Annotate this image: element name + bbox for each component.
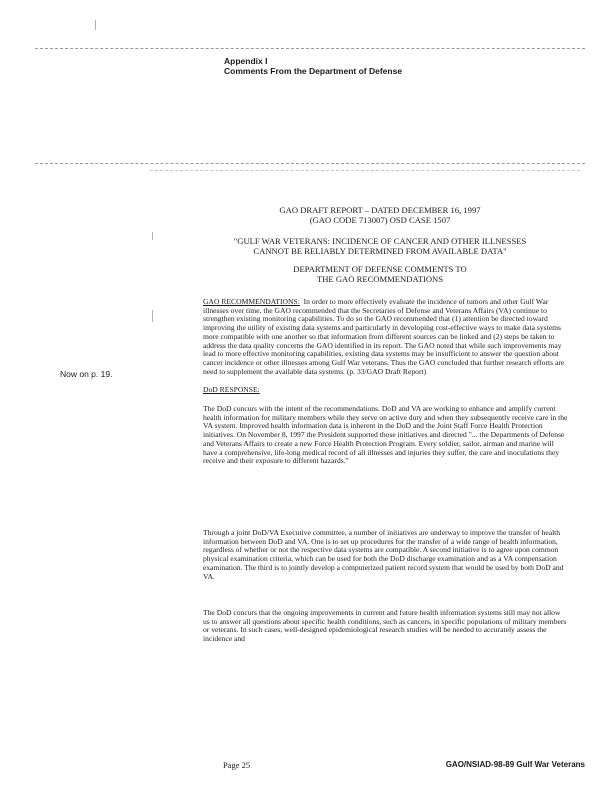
appendix-subtitle: Comments From the Department of Defense [224,66,403,76]
dept-comments-line-2: THE GAO RECOMMENDATIONS [316,274,444,284]
gao-recommendations-paragraph [203,298,569,376]
report-date-line: GAO DRAFT REPORT – DATED DECEMBER 16, 1997 [279,205,481,215]
dod-response-paragraph-1: The DoD concurs with the intent of the recommendations. DoD and VA are working to enhance and amplify current health information for military members while they serve on active duty and when they subsequently receive care in the VA system. Improved health information data is inherent in the DoD and the Joint Staff Force Health Protection initiatives. On November 8, 1997 the President supported those initiatives and directed "... the Departments of Defense and Veterans Affairs to create a new Force Health Protection Program. Every soldier, sailor, airman and marine will have a comprehensive, life-long medical record of all illnesses and injuries they suffer, the care and inoculations they receive and their exposure to different hazards." [203,404,568,466]
margin-mark [152,232,153,240]
appendix-label: Appendix I [224,56,268,66]
margin-note: Now on p. 19. [60,369,113,379]
report-title-line-2: CANNOT BE RELIABLY DETERMINED FROM AVAILABLE DATA" [253,246,507,256]
dod-response-paragraph-2: Through a joint DoD/VA Executive committee, a number of initiatives are underway to improve the transfer of health information between DoD and VA. One is to set up procedures for the transfer of a wide range of health information, regardless of whether or not the respective data systems are compatible. A second initiative is to agree upon common physical examination criteria, which can be used for both the DoD discharge examination and as a VA compensation examination. The third is to jointly develop a computerized patient record system that would be used by both DoD and VA. [203,528,564,581]
report-title-block [180,236,580,256]
gao-recommendations-heading: GAO RECOMMENDATIONS: [203,297,300,306]
page-number: Page 25 [223,760,251,770]
report-date-block [180,205,580,225]
margin-mark [95,20,96,30]
dod-response-heading: DoD RESPONSE: [203,385,260,394]
dod-response-paragraph-3: The DoD concurs that the ongoing improvements in current and future health information systems still may not allow us to answer all questions about specific health conditions, such as cancers, in specific populations of military members or veterans. In such cases, well-designed epidemiological research studies will be needed to accurately assess the incidence and [203,608,567,644]
report-title-line-1: "GULF WAR VETERANS: INCIDENCE OF CANCER AND OTHER ILLNESSES [233,236,527,246]
appendix-header [224,56,402,76]
dept-comments-line-1: DEPARTMENT OF DEFENSE COMMENTS TO [293,264,467,274]
report-code-line: (GAO CODE 713007) OSD CASE 1507 [309,215,451,225]
gao-recommendations-text: In order to more effectively evaluate the incidence of tumors and other Gulf War illnesses over time, the GAO recommended that the Secretaries of Defense and Veterans Affairs (VA) continue to strengthen existing monitoring capabilities. To do so the GAO recommended that (1) attention be directed toward improving the utility of existing data systems and particularly in developing cost-effective ways to make data systems more compatible with one another so that information from different sources can be linked and (2) steps be taken to address the data quality concerns the GAO identified in its report. The GAO noted that while such improvements may lead to more effective monitoring capabilities, existing data systems may be insufficient to answer the question about cancer incidence or other illnesses among Gulf War veterans. Thus the GAO concluded that further research efforts are need to supplement the available data systems. (p. 33/GAO Draft Report) [203,297,565,376]
top-dashed-rule [35,48,585,49]
middle-dashed-rule-2 [150,170,580,171]
margin-mark [152,310,153,322]
dept-comments-block [180,264,580,284]
dod-response-heading-line [203,386,569,395]
middle-dashed-rule [35,163,585,164]
report-identifier: GAO/NSIAD-98-89 Gulf War Veterans [445,760,585,769]
